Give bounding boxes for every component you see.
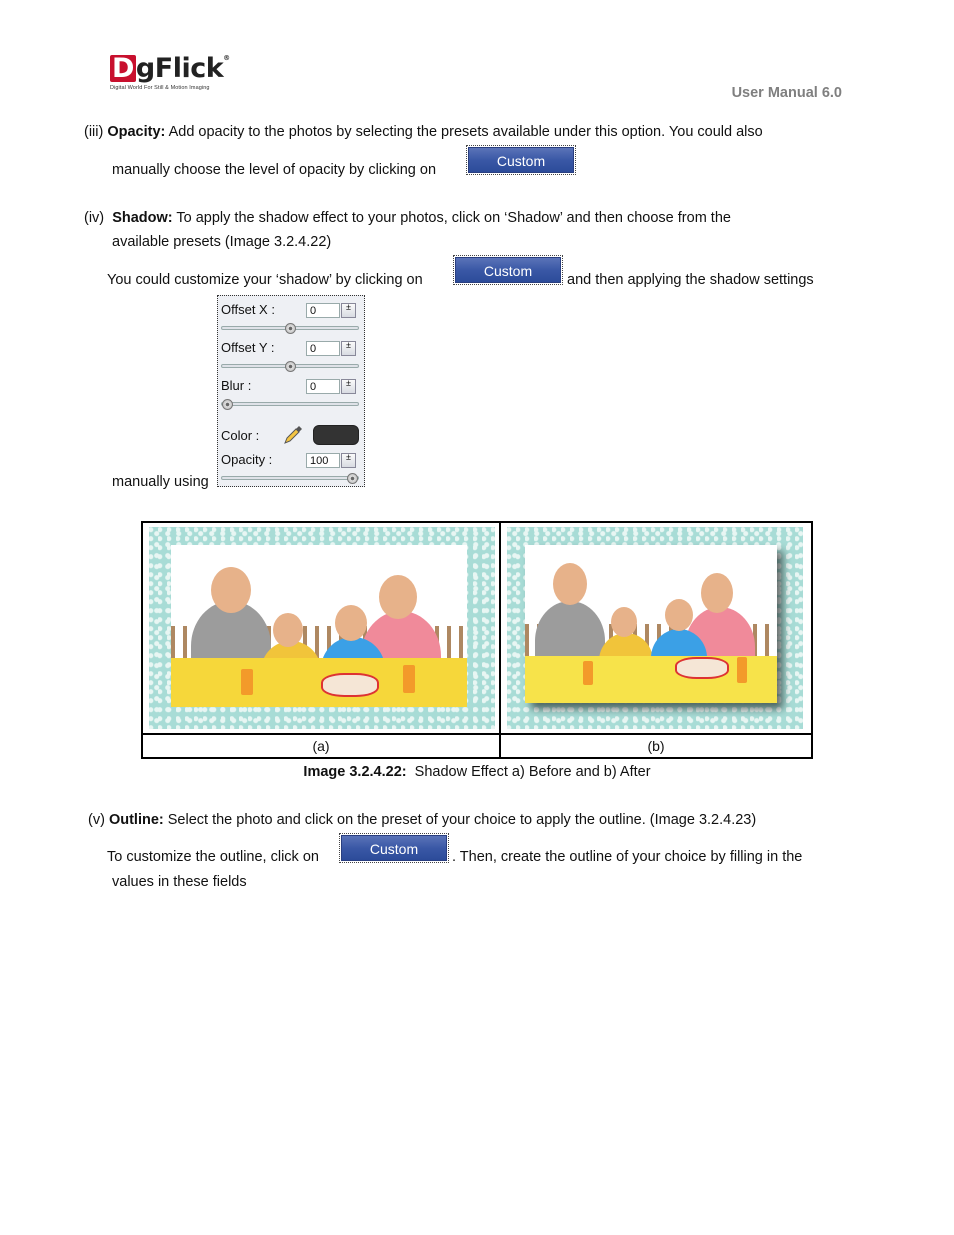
manual-version: User Manual 6.0 [731,85,842,101]
panel-opacity-input[interactable]: 100 [306,453,340,468]
panel-opacity-spinner[interactable]: ± [341,453,356,468]
family-photo-before [171,545,467,707]
figure-label-a: (a) [142,734,500,758]
shadow-prefix: (iv) [84,210,105,226]
logo-d: D [112,53,134,84]
opacity-paragraph-line1 [84,124,763,140]
shadow-text3b: and then applying the shadow settings [567,272,814,288]
offset-x-spinner[interactable]: ± [341,303,356,318]
shadow-text1: To apply the shadow effect to your photos, click on ‘Shadow’ and then choose from the [172,210,731,226]
dgflick-logo [110,55,230,91]
shadow-text3a: You could customize your ‘shadow’ by clicking on [107,272,423,288]
blur-slider-thumb[interactable] [222,399,233,410]
opacity-prefix: (iii) [84,124,104,140]
color-label: Color : [221,428,260,443]
offset-y-slider-thumb[interactable] [285,361,296,372]
offset-x-label: Offset X : [221,302,275,317]
shadow-text2: available presets (Image 3.2.4.22) [112,234,332,250]
figure-caption [0,764,954,780]
outline-text2b: . Then, create the outline of your choice by filling in the [452,849,803,865]
custom-button-opacity[interactable]: Custom [468,147,574,173]
panel-opacity-label: Opacity : [221,452,273,467]
custom-button-outline[interactable]: Custom [341,835,447,861]
logo-tagline: Digital World For Still & Motion Imaging [110,85,210,91]
outline-text1: Select the photo and click on the preset of your choice to apply the outline. (Image 3.2.4.23) [163,812,757,828]
family-photo-after [525,545,777,703]
offset-y-input[interactable]: 0 [306,341,340,356]
shadow-effect-figure [141,521,813,759]
blur-label: Blur : [221,378,252,393]
figure-cell-before [142,522,500,734]
offset-x-slider-thumb[interactable] [285,323,296,334]
panel-opacity-slider-thumb[interactable] [347,473,358,484]
blur-slider[interactable] [221,402,359,406]
photo-before [143,523,499,733]
figure-label-b: (b) [500,734,812,758]
figure-cell-after [500,522,812,734]
opacity-title: Opacity: [107,124,166,140]
eyedropper-icon[interactable] [282,422,306,446]
shadow-title: Shadow: [112,210,173,226]
shadow-text4: manually using [112,474,209,490]
shadow-paragraph-line1 [84,210,731,226]
blur-spinner[interactable]: ± [341,379,356,394]
shadow-color-swatch[interactable] [313,425,359,445]
outline-text3: values in these fields [112,874,247,890]
outline-prefix: (v) [88,812,105,828]
opacity-text1: Add opacity to the photos by selecting the presets available under this option. You could also [165,124,763,140]
figure-caption-title: Image 3.2.4.22: [303,764,407,780]
shadow-settings-panel [217,295,365,487]
outline-title: Outline: [108,812,164,828]
custom-button-shadow[interactable]: Custom [455,257,561,283]
outline-paragraph-line1 [88,812,756,828]
opacity-text2: manually choose the level of opacity by clicking on [112,162,437,178]
offset-y-label: Offset Y : [221,340,275,355]
offset-x-input[interactable]: 0 [306,303,340,318]
photo-after [501,523,811,733]
logo-registered-mark: ® [223,54,230,62]
panel-opacity-slider[interactable] [221,476,359,480]
blur-input[interactable]: 0 [306,379,340,394]
offset-y-spinner[interactable]: ± [341,341,356,356]
logo-name: gFlick [135,53,224,84]
figure-caption-text: Shadow Effect a) Before and b) After [406,764,651,780]
outline-text2a: To customize the outline, click on [107,849,319,865]
